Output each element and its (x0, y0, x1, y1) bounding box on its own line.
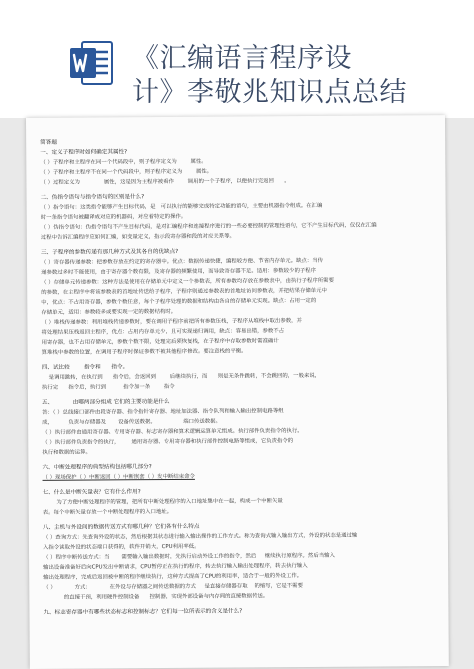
question-2: 二、伪指令语句与指令语句的区别是什么? (40, 194, 145, 201)
answer-line: 输出处理程序，完成后返回被中断的程序继续执行，这种方式提高了CPU的利用率，适合于一般的外设工作。 (43, 573, 303, 581)
answer-line: 输出设备准备好后向CPU发出中断请求，CPU暂停正在执行的程序，转去执行输入输出处理程序，转去执行输入 (43, 563, 308, 571)
answer-line: 将处理结果压栈返回主程序，优点：占用内存单元少，且可实现递归调用，缺点：容易出错，参数不占 (41, 328, 285, 336)
document-page (26, 115, 449, 669)
answer-line: 算堆栈中参数的位置，在调用子程序时保证参数不被其他程序修改。要注意栈的平衡。 (41, 348, 247, 356)
answer-line: （ ）过程定义为 属性，这是因为主程序被看作 调用的一个子程序，以便执行完返回 。 (40, 178, 290, 186)
answer-line: （ ）程序中断传送方式：当 需要输入输出数据时，先执行启动外设工作的指令，然后 继续执行原程序。然后当输入 (43, 552, 335, 561)
answer-line: 表。每个中断矢量存放一个中断处理程序的入口地址。 (42, 508, 173, 516)
answer-line: 执行和数据的运算。 (42, 449, 91, 456)
answer-line: （ ）堆栈传递参数：利用堆栈传递参数时，要在调用子程序前把所有参数压栈，子程序从堆栈中取出参数，并 (41, 318, 302, 326)
word-document-icon (68, 40, 114, 86)
document-title-line-1: 《汇编语言程序设 (132, 43, 352, 74)
answer-line: 中，优点：不占用寄存器，参数个数任意，每个子程序处理的数据和结构由各自的存储单元实现。缺点：占用一定的 (41, 297, 317, 306)
answer-line: （ ）指令语句：这类指令能够产生目标代码，是 可以执行的能够完成特定功能的语句，主要由机器指令组成。在汇编 (40, 202, 323, 211)
answer-line: （ ）子程序和主程序不在同一个代码段中，则子程序定义为 属性。 (40, 168, 213, 176)
question-3: 三、子程序的参数传递有那几种方式及其各自的优缺点? (40, 248, 179, 256)
document-title-line-2: 计》李敬兆知识点总结 (132, 77, 407, 108)
answer-line: 的直接干预，利用硬件控制设备 控制器，实现外部设备与内存间的直接数据传送。 (43, 593, 269, 601)
question-7: 七、什么是中断矢量表？它有什么作用? (42, 489, 141, 496)
answer-line: 是调用跳转，在执行到 指令后，会返回到 后继续执行，而 则是无条件跳转，不会跳回的，一般来说， (41, 372, 321, 381)
answer-line: （ ）执行部件由通用寄存器、专用寄存器、标志寄存器和算术逻辑运算单元组成。执行部件负责指令的执行。 (42, 428, 303, 436)
answer-line: （ ）查询方式：先查询外设的状态，然后根据其状态进行输入输出操作的工作方式。称为查询式输入输出方式，外设的状态是通过输 (42, 532, 358, 541)
answer-line: 递参数过多时不能使用，由于寄存器个数有限，及寄存器的频繁使用，而导致寄存器不足。适用：参数较少的子程序 (41, 267, 317, 276)
answer-line: 执行完 指令后，执行到 指令加一条 指令 (41, 383, 175, 391)
question-9: 九、标志寄存器中有哪些状态标志和控制标志？它们每一位所表示的含义是什么? (43, 608, 243, 616)
document-preview-area (0, 118, 474, 669)
question-8: 八、主机与外设间的数据传送方式有哪几种？它们各有什么特点 (42, 523, 200, 531)
answer-line: （ ）现场保护（ ）中断返回（ ）中断嵌套（ ）发中断结束命令 (42, 473, 195, 481)
question-6: 六、中断处理程序的典型结构包括哪几部分? (42, 464, 152, 471)
section-heading: 简答题 (40, 139, 57, 146)
answer-line: （ ）子程序和主程序在同一个代码段中，则子程序定义为 属性。 (40, 158, 207, 166)
question-4: 四、试比较 指令和 指令。 (41, 364, 129, 371)
answer-line: （ ）存储单元传递参数：这种方法是使用在存储单元中定义一个参数表，所有参数均存放在参数表中，由执行子程序所需要 (41, 277, 334, 286)
answer-line: 的参数，在主程序中将该参数表的首地址传送给子程序，子程序则通过参数表的首地址访问参数表，并把结果存储单元中 (41, 287, 327, 296)
answer-line: 存储单元，适用：参数较多或要实现一定的数据结构时。 (41, 308, 177, 316)
question-5: 五、 由哪两部分组成 它们的主要功能是什么 (41, 399, 170, 406)
answer-line: 时一条指令语句被翻译成对应的机器码，对应着特定的操作。 (40, 213, 187, 221)
answer-line: （ ） 方式： 在外设与存储器之间传送数据的方式 是直接存储器存取 的缩写，它是不需要 (43, 583, 303, 591)
answer-line: 成， 负责与存储器及 设备传送数据。 端口传送数据。 (42, 418, 221, 426)
question-1: 一、定义子程序时如何确定其属性? (40, 149, 128, 156)
answer-line: （ ）寄存器传递参数：把参数存放在约定的寄存器中。优点：数据传递快捷，编程较方便、节省内存单元。缺点：当传 (40, 257, 324, 266)
answer-line: 入指令读取外设的状态端口获得的，软件开销大，CPU利用率低。 (42, 543, 200, 551)
answer-line: （ ）伪指令语句：伪指令语句不产生目标代码，是对汇编程序和连接程序进行的一些必要控制的管理性语句，它不产生目标代码，仅仅在汇编 (40, 222, 377, 231)
answer-line: 用寄存器，也不占用存储单元，参数个数不限，处理完后须恢复栈，在子程序中存取参数时需准确计 (41, 338, 279, 346)
answer-line: 过程中告诉汇编程序应如何汇编，如变量定义，指示段寄存器和段的对应关系等。 (40, 233, 235, 241)
answer-line: 为了方便中断处理程序的管理，把所有中断处理程序的入口地址集中在一起，构成一个中断矢量 (42, 498, 283, 506)
document-header (0, 0, 474, 118)
answer-line: 答：（ ）总线接口部件由段寄存器、指令指针寄存器、地址加法器、指令队列和输入输出控制电路等组 (42, 408, 284, 416)
answer-line: （ ）执行部件负责指令的执行， 通用寄存器、专用寄存器和执行部件控制电路等组成，它负责指令的 (42, 438, 294, 446)
